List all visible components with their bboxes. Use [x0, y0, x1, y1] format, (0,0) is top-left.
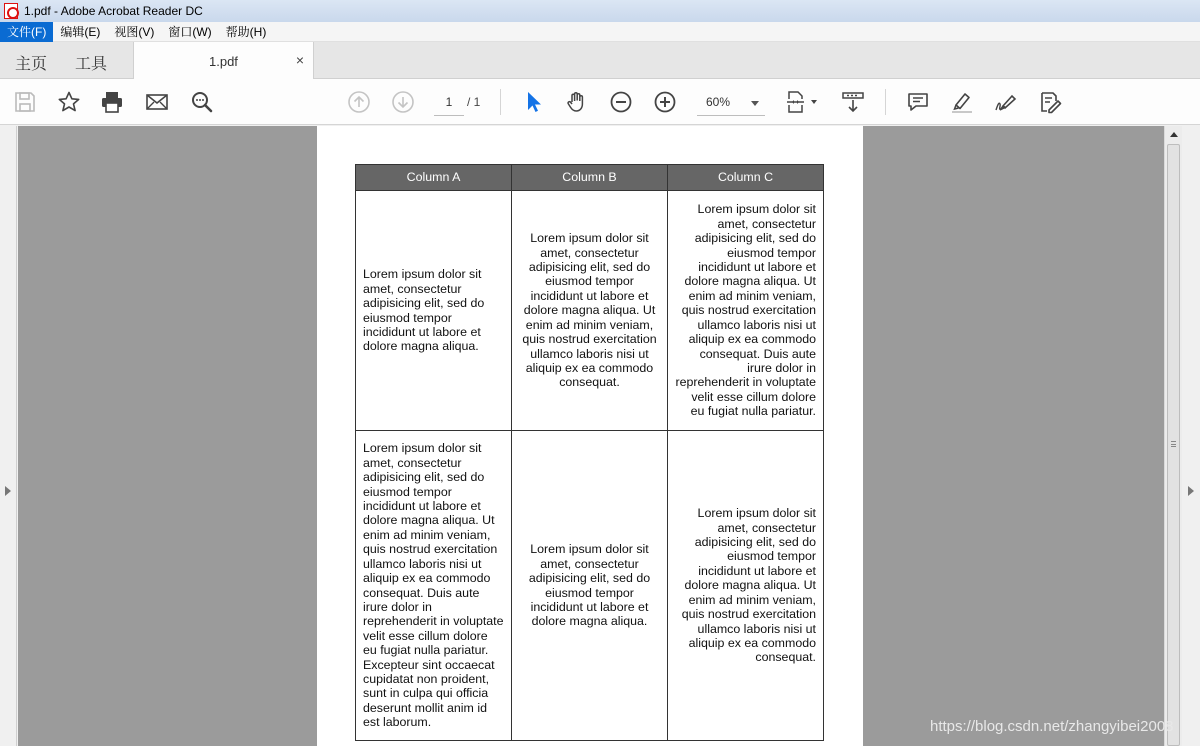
right-panel-toggle[interactable]: [1182, 126, 1200, 746]
scrollbar-thumb[interactable]: [1167, 144, 1180, 746]
scroll-up-icon[interactable]: [1170, 132, 1178, 137]
highlight-icon[interactable]: [950, 90, 974, 114]
menu-edit[interactable]: 编辑(E): [60, 24, 101, 39]
grip-icon: [1171, 441, 1176, 447]
page-number-input[interactable]: 1: [434, 92, 464, 116]
tab-home[interactable]: 主页: [15, 56, 48, 73]
header-column-b: Column B: [512, 165, 668, 191]
search-zoom-icon[interactable]: [190, 90, 214, 114]
window-title: 1.pdf - Adobe Acrobat Reader DC: [24, 4, 203, 18]
tab-bar: [0, 42, 1200, 79]
document-tab-label: 1.pdf: [209, 54, 238, 69]
expand-left-icon: [5, 486, 11, 496]
email-icon[interactable]: [145, 90, 169, 114]
comment-icon[interactable]: [906, 90, 930, 114]
bookmark-star-icon[interactable]: [57, 90, 81, 114]
page-up-icon[interactable]: [347, 90, 371, 114]
document-table: [355, 164, 824, 741]
watermark-text: https://blog.csdn.net/zhangyibei2008: [930, 718, 1174, 735]
table-cell: Lorem ipsum dolor sit amet, consectetur adipisicing elit, sed do eiusmod tempor incididunt ut labore et dolore magna aliqua. Ut enim ad minim veniam, quis nostrud exercitation ullamco laboris nisi ut aliquip ex ea commodo consequat.: [668, 431, 824, 741]
menu-view[interactable]: 视图(V): [114, 24, 155, 39]
hand-icon[interactable]: [565, 90, 589, 114]
toolbar-separator: [500, 89, 501, 115]
fit-page-icon[interactable]: [785, 90, 821, 114]
select-cursor-icon[interactable]: [521, 90, 545, 114]
chevron-down-icon: [751, 101, 759, 106]
expand-right-icon: [1188, 486, 1194, 496]
table-header-row: [356, 165, 824, 191]
close-tab-icon[interactable]: ×: [295, 52, 304, 68]
table-cell: Lorem ipsum dolor sit amet, consectetur adipisicing elit, sed do eiusmod tempor incididunt ut labore et dolore magna aliqua.: [512, 431, 668, 741]
zoom-in-icon[interactable]: [653, 90, 677, 114]
document-canvas[interactable]: [18, 126, 1164, 746]
menu-help[interactable]: 帮助(H): [225, 24, 267, 39]
tab-tools[interactable]: 工具: [75, 56, 108, 73]
table-cell: Lorem ipsum dolor sit amet, consectetur adipisicing elit, sed do eiusmod tempor incididunt ut labore et dolore magna aliqua. Ut enim ad minim veniam, quis nostrud exercitation ullamco laboris nisi ut aliquip ex ea commodo consequat. Duis aute irure dolor in reprehenderit in voluptate velit esse cillum dolore eu fugiat nulla pariatur.: [668, 191, 824, 431]
pdf-page: [317, 126, 863, 746]
zoom-value: 60%: [706, 95, 731, 109]
page-down-icon[interactable]: [391, 90, 415, 114]
table-cell: Lorem ipsum dolor sit amet, consectetur adipisicing elit, sed do eiusmod tempor incididunt ut labore et dolore magna aliqua.: [356, 191, 512, 431]
header-column-c: Column C: [668, 165, 824, 191]
pdf-app-icon: [4, 3, 18, 19]
save-icon[interactable]: [13, 90, 37, 114]
table-row: [356, 191, 824, 431]
zoom-select[interactable]: [697, 92, 765, 116]
edit-icon[interactable]: [1038, 90, 1062, 114]
toolbar: [0, 79, 1200, 125]
tab-document[interactable]: [133, 42, 314, 79]
print-icon[interactable]: [100, 90, 124, 114]
menu-window[interactable]: 窗口(W): [168, 24, 212, 39]
title-bar: [0, 0, 1200, 22]
table-cell: Lorem ipsum dolor sit amet, consectetur adipisicing elit, sed do eiusmod tempor incididunt ut labore et dolore magna aliqua. Ut enim ad minim veniam, quis nostrud exercitation ullamco laboris nisi ut aliquip ex ea commodo consequat.: [512, 191, 668, 431]
menu-bar: [0, 22, 1200, 42]
zoom-out-icon[interactable]: [609, 90, 633, 114]
menu-file[interactable]: 文件(F): [0, 22, 53, 42]
sign-icon[interactable]: [994, 90, 1018, 114]
table-row: [356, 431, 824, 741]
vertical-scrollbar[interactable]: [1164, 126, 1182, 746]
table-cell: Lorem ipsum dolor sit amet, consectetur adipisicing elit, sed do eiusmod tempor incididunt ut labore et dolore magna aliqua. Ut enim ad minim veniam, quis nostrud exercitation ullamco laboris nisi ut aliquip ex ea commodo consequat. Duis aute irure dolor in reprehenderit in voluptate velit esse cillum dolore eu fugiat nulla pariatur. Excepteur sint occaecat cupidatat non proident, sunt in culpa qui officia deserunt mollit anim id est laborum.: [356, 431, 512, 741]
scroll-mode-icon[interactable]: [841, 90, 865, 114]
header-column-a: Column A: [356, 165, 512, 191]
toolbar-separator: [885, 89, 886, 115]
page-total: / 1: [467, 95, 481, 109]
left-panel-toggle[interactable]: [0, 126, 17, 746]
